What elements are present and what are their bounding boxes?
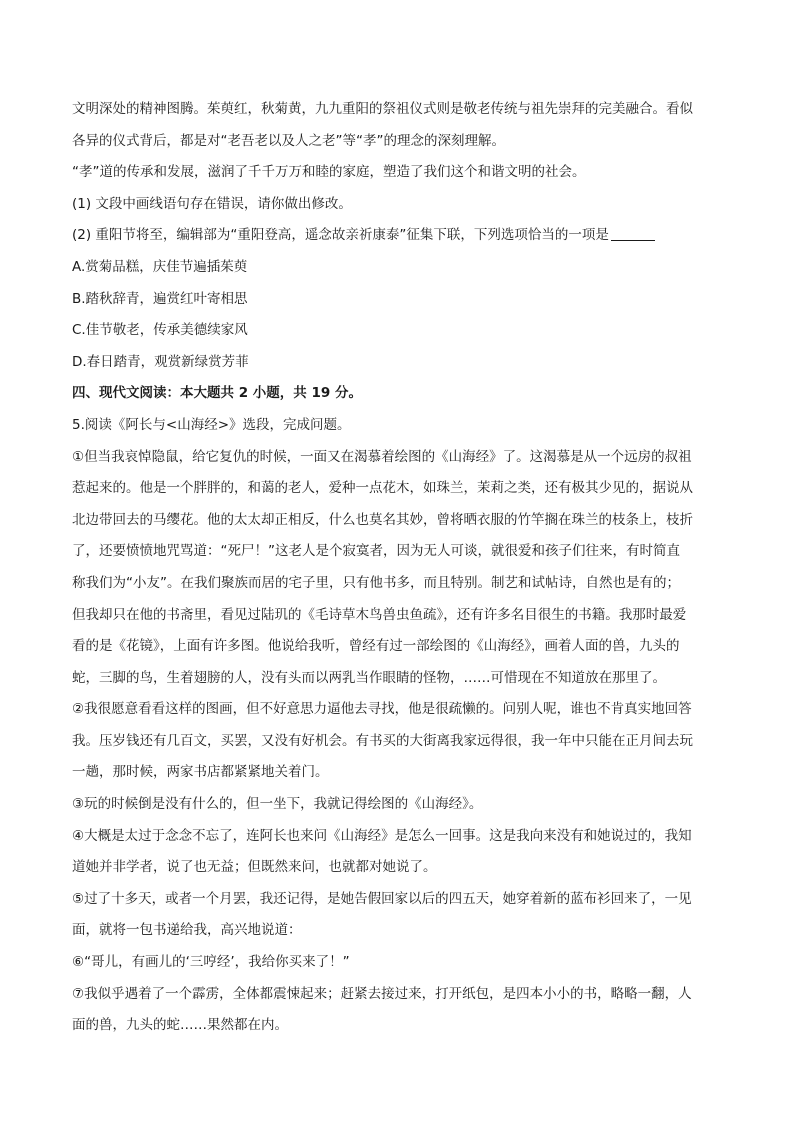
text-line: 文明深处的精神图腾。茱萸红，秋菊黄，九九重阳的祭祖仪式则是敬老传统与祖先崇拜的完美融合。看似 xyxy=(72,101,693,117)
question-2 xyxy=(72,220,732,252)
text-line: 我。压岁钱还有几百文，买罢，又没有好机会。有书买的大街离我家远得很，我一年中只能在正月间去玩 xyxy=(72,732,693,749)
section-heading: 四、现代文阅读：本大题共 2 小题，共 19 分。 xyxy=(72,385,362,402)
text-line: 蛇，三脚的鸟，生着翅膀的人，没有头而以两乳当作眼睛的怪物，……可惜现在不知道放在那里了。 xyxy=(72,669,666,686)
option-b: B.踏秋辞青，遍赏红叶寄相思 xyxy=(72,290,248,307)
text-line: 北边带回去的马缨花。他的太太却正相反，什么也莫名其妙，曾将晒衣服的竹竿搁在珠兰的枝条上，枝折 xyxy=(72,511,693,528)
text-line: 道她并非学者，说了也无益；但既然来问，也就都对她说了。 xyxy=(72,859,437,876)
text-line: 一趟，那时候，两家书店都紧紧地关着门。 xyxy=(72,764,329,781)
text-line: ③玩的时候倒是没有什么的，但一坐下，我就记得绘图的《山海经》。 xyxy=(72,796,483,813)
text-line: ⑥“哥儿，有画儿的‘三哼经’，我给你买来了！” xyxy=(72,954,350,971)
text-line: ①但当我哀悼隐鼠，给它复仇的时候，一面又在渴慕着绘图的《山海经》了。这渴慕是从一个远房的叔祖 xyxy=(72,448,692,465)
text-line: 但我却只在他的书斋里，看见过陆玑的《毛诗草木鸟兽虫鱼疏》，还有许多名目很生的书籍。我那时最爱 xyxy=(72,606,687,623)
text-line: ⑦我似乎遇着了一个霹雳，全体都震悚起来；赶紧去接过来，打开纸包，是四本小小的书，略略一翻，人 xyxy=(72,985,692,1002)
document-body xyxy=(72,94,732,1042)
text-line: ②我很愿意看看这样的图画，但不好意思力逼他去寻找，他是很疏懒的。问别人呢，谁也不肯真实地回答 xyxy=(72,701,692,718)
text-line: ④大概是太过于念念不忘了，连阿长也来问《山海经》是怎么一回事。这是我向来没有和她说过的，我知 xyxy=(72,827,692,844)
option-c: C.佳节敬老，传承美德续家风 xyxy=(72,322,248,339)
text-line: 称我们为“小友”。在我们聚族而居的宅子里，只有他书多，而且特别。制艺和试帖诗，自然也是有的； xyxy=(72,574,680,591)
question-1: (1) 文段中画线语句存在错误，请你做出修改。 xyxy=(72,195,352,212)
answer-blank[interactable] xyxy=(611,226,655,241)
option-d: D.春日踏青，观赏新绿赏芳菲 xyxy=(72,353,249,370)
text-line: “孝”道的传承和发展，滋润了千千万万和睦的家庭，塑造了我们这个和谐文明的社会。 xyxy=(72,164,586,181)
text-line: 面，就将一包书递给我，高兴地说道： xyxy=(72,922,302,939)
text-line: 惹起来的。他是一个胖胖的，和蔼的老人，爱种一点花木，如珠兰，茉莉之类，还有极其少见的，据说从 xyxy=(72,480,693,497)
text-line: 了，还要愤愤地咒骂道：“死尸！”这老人是个寂寞者，因为无人可谈，就很爱和孩子们往来，有时简直 xyxy=(72,543,680,560)
option-a: A.赏菊品糕，庆佳节遍插茱萸 xyxy=(72,258,248,275)
text-line: 面的兽，九头的蛇……果然都在内。 xyxy=(72,1017,288,1034)
text-line: 看的是《花镜》，上面有许多图。他说给我听，曾经有过一部绘图的《山海经》，画着人面的兽，九头的 xyxy=(72,638,680,655)
question-2-text: (2) 重阳节将至，编辑部为“重阳登高，遥念故亲祈康泰”征集下联，下列选项恰当的一项是 xyxy=(72,227,609,244)
text-line: ⑤过了十多天，或者一个月罢，我还记得，是她告假回家以后的四五天，她穿着新的蓝布衫回来了，一见 xyxy=(72,890,692,907)
question-5: 5.阅读《阿长与<山海经>》选段，完成问题。 xyxy=(72,416,351,433)
text-line: 各异的仪式背后，都是对“老吾老以及人之老”等“孝”的理念的深刻理解。 xyxy=(72,132,505,149)
